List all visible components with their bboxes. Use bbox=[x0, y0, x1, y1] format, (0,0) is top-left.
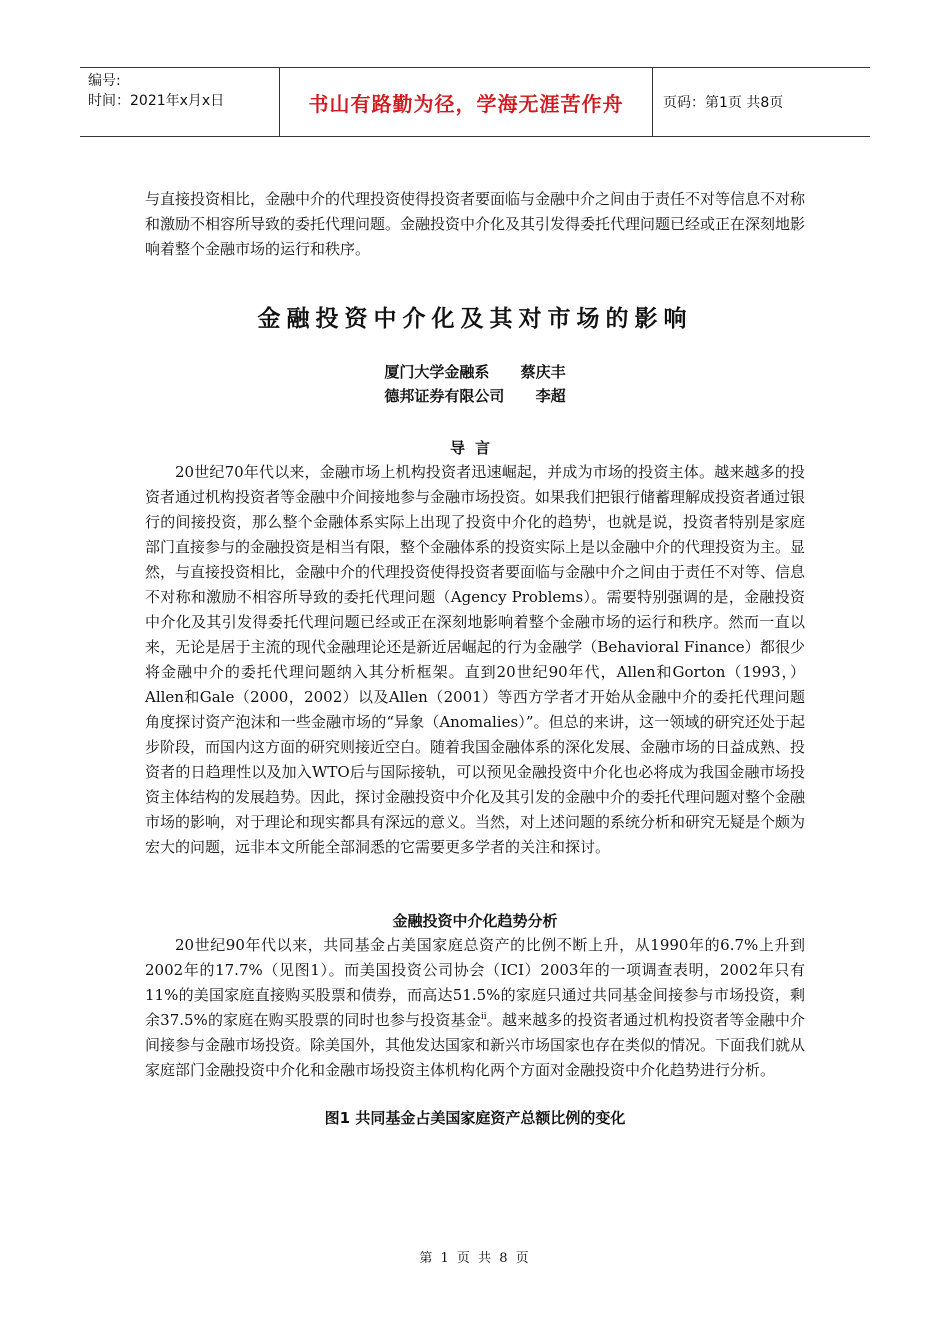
intro-paragraph: 与直接投资相比，金融中介的代理投资使得投资者要面临与金融中介之间由于责任不对等信息不对称和激励不相容所导致的委托代理问题。金融投资中介化及其引发得委托代理问题已经或正在深刻地影响着整个金融市场的运行和秩序。 bbox=[145, 190, 806, 258]
intro-text-part-a: 20世纪70年代以来，金融市场上机构投资者迅速崛起，并成为市场的投资主体。越来越多的投资者通过机构投资者等金融中介间接地参与金融市场投资。如果我们把银行储蓄理解成投资者通过银行的间接投资，那么整个金融体系实际上出现了投资中介化的趋势 bbox=[145, 463, 806, 531]
header-meta bbox=[80, 68, 280, 136]
trend-text-part-a: 20世纪90年代以来，共同基金占美国家庭总资产的比例不断上升，从1990年的6.7%上升到2002年的17.7%（见图1）。而美国投资公司协会（ICI）2003年的一项调查表明，2002年只有11%的美国家庭直接购买股票和债券，而高达51.5%的家庭只通过共同基金间接参与市场投资，剩余37.5%的家庭在购买股票的同时也参与投资基金 bbox=[145, 936, 805, 1029]
author-line-1: 厦门大学金融系 蔡庆丰 bbox=[384, 363, 566, 381]
section-trend-body bbox=[145, 933, 805, 1083]
article-title: 金融投资中介化及其对市场的影响 bbox=[257, 306, 693, 332]
intro-block bbox=[145, 187, 805, 262]
footnote-mark-2: ii bbox=[480, 1012, 487, 1022]
document-header bbox=[80, 67, 870, 137]
footnote-mark-1: i bbox=[588, 514, 592, 524]
section-intro-body bbox=[145, 460, 805, 860]
intro-text-part-b: ，也就是说，投资者特别是家庭部门直接参与的金融投资是相当有限，整个金融体系的投资实际上是以金融中介的代理投资为主。显然，与直接投资相比，金融中介的代理投资使得投资者要面临与金融中介之间由于责任不对等、信息不对称和激励不相容所导致的委托代理问题（Agency Problems）。需要特别强调的是，金融投资中介化及其引发得委托代理问题已经或正在深刻地影响着整个金融市场的运行和秩序。然而一直以来，无论是居于主流的现代金融理论还是新近居崛起的行为金融学（Behavioral Finance）都很少将金融中介的委托代理问题纳入其分析框架。直到20世纪90年代，Allen和Gorton（1993，）Allen和Gale（2000，2002）以及Allen（2001）等西方学者才开始从金融中介的委托代理问题角度探讨资产泡沫和一些金融市场的“异象（Anomalies）”。但总的来讲，这一领域的研究还处于起步阶段，而国内这方面的研究则接近空白。随着我国金融体系的深化发展、金融市场的日益成熟、投资者的日趋理性以及加入WTO后与国际接轨，可以预见金融投资中介化也必将成为我国金融市场投资主体结构的发展趋势。因此，探讨金融投资中介化及其引发的金融中介的委托代理问题对整个金融市场的影响，对于理论和现实都具有深远的意义。当然，对上述问题的系统分析和研究无疑是个颇为宏大的问题，远非本文所能全部洞悉的它需要更多学者的关注和探讨。 bbox=[145, 513, 806, 856]
number-label: 编号: bbox=[88, 73, 121, 89]
section-trend-paragraph bbox=[145, 933, 805, 1083]
section-intro-paragraph bbox=[145, 460, 805, 860]
trend-text-part-b: 。越来越多的投资者通过机构投资者等金融中介间接参与金融市场投资。除美国外，其他发达国家和新兴市场国家也存在类似的情况。下面我们就从家庭部门金融投资中介化和金融市场投资主体机构化两个方面对金融投资中介化趋势进行分析。 bbox=[145, 1011, 806, 1079]
page-footer: 第 1 页 共 8 页 bbox=[419, 1251, 531, 1266]
header-motto: 书山有路勤为径，学海无涯苦作舟 bbox=[280, 68, 653, 136]
section-heading-trend: 金融投资中介化趋势分析 bbox=[392, 912, 558, 930]
figure-caption: 图1 共同基金占美国家庭资产总额比例的变化 bbox=[324, 1109, 626, 1127]
section-heading-intro: 导言 bbox=[449, 439, 500, 457]
time-label: 时间：2021年x月x日 bbox=[88, 93, 225, 109]
header-page-info: 页码：第1页 共8页 bbox=[663, 95, 784, 111]
author-line-2: 德邦证券有限公司 李超 bbox=[384, 387, 566, 405]
